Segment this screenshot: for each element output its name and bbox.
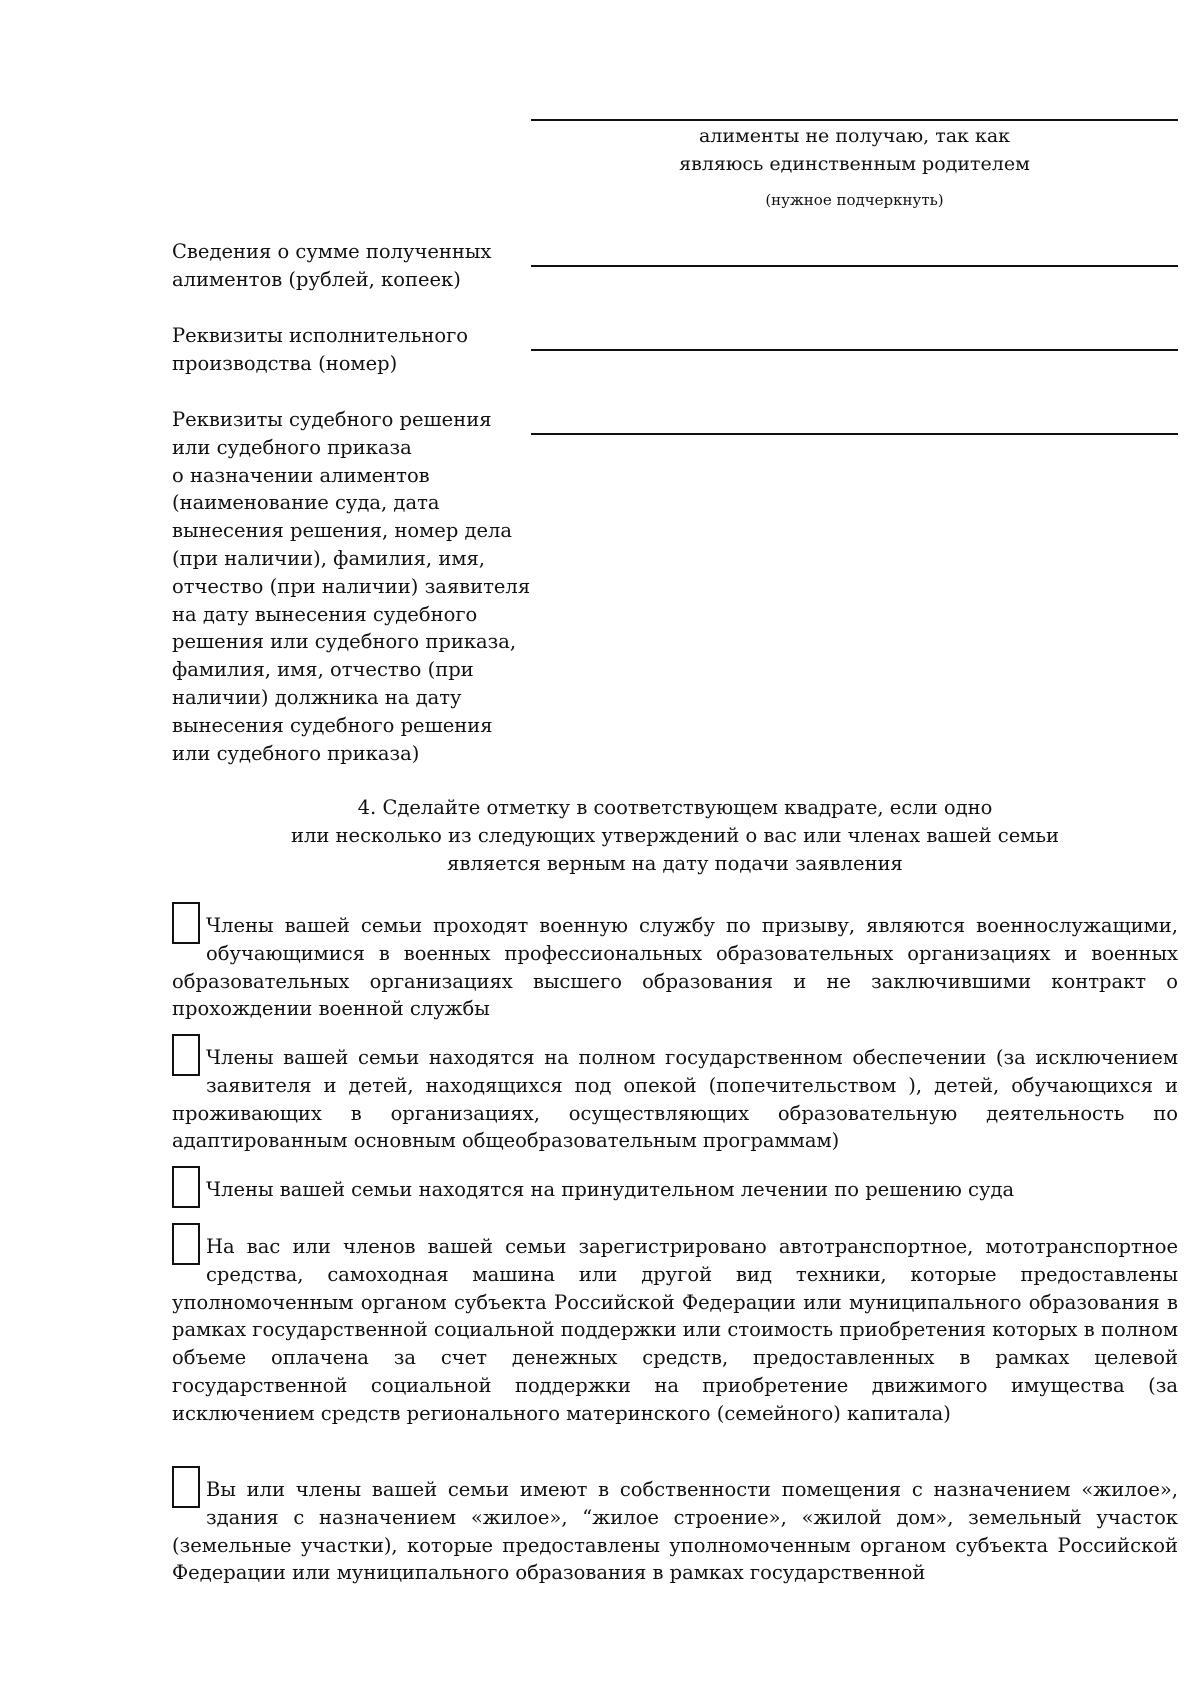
statement-text: На вас или членов вашей семьи зарегистрировано автотранспортное, мототранспортное средства, самоходная машина или другой вид техники, которые предоставлены уполномоченным органом субъекта Российской Федерации или муниципального образования в рамках государственной социальной поддержки или стоимость приобретения которых в полном объеме оплачена за счет денежных средств, предоставленных в рамках целевой государственной социальной поддержки на приобретение движимого имущества (за исключением средств регионального материнского (семейного) капитала) bbox=[172, 1235, 1178, 1425]
alimony-amount-label: Сведения о сумме полученных алиментов (рублей, копеек) bbox=[172, 240, 492, 291]
statement-checkbox[interactable] bbox=[172, 1223, 200, 1265]
enforcement-proceedings-field[interactable] bbox=[531, 349, 1178, 351]
alimony-reason-option[interactable] bbox=[531, 122, 1178, 178]
statement-checkbox[interactable] bbox=[172, 1166, 200, 1208]
statement-residential-property bbox=[172, 1476, 1178, 1587]
statement-text: Вы или члены вашей семьи имеют в собственности помещения с назначением «жилое», здания с назначением «жилое», “жилое строение», «жилой дом», земельный участок (земельные участки), которые предоставлены уполномоченным органом субъекта Российской Федерации или муниципального образования в рамках государственной bbox=[172, 1478, 1178, 1585]
section-4-heading: 4. Сделайте отметку в соответствующем квадрате, если одно или несколько из следующих утверждений о вас или членах вашей семьи является верным на дату подачи заявления bbox=[290, 796, 1060, 875]
statement-text: Члены вашей семьи проходят военную службу по призыву, являются военнослужащими, обучающимися в военных профессиональных образовательных организациях и военных образовательных организациях высшего образования и не заключившими контракт о прохождении военной службы bbox=[172, 914, 1178, 1021]
underline-hint: (нужное подчеркнуть) bbox=[765, 191, 944, 209]
statement-checkbox[interactable] bbox=[172, 1466, 200, 1508]
statement-state-support bbox=[172, 1044, 1178, 1155]
alimony-amount-field[interactable] bbox=[531, 265, 1178, 267]
statement-vehicle bbox=[172, 1233, 1178, 1428]
statement-text: Члены вашей семьи находятся на принудительном лечении по решению суда bbox=[206, 1178, 1015, 1201]
alimony-reason-line bbox=[531, 119, 1178, 121]
statement-text: Члены вашей семьи находятся на полном государственном обеспечении (за исключением заявителя и детей, находящихся под опекой (попечительством ), детей, обучающихся и проживающих в организациях, осуществляющих образовательную деятельность по адаптированным основным общеобразовательным программам) bbox=[172, 1046, 1178, 1153]
court-decision-field[interactable] bbox=[531, 433, 1178, 435]
court-decision-label: Реквизиты судебного решения или судебного приказа о назначении алиментов (наименование суда, дата вынесения решения, номер дела (при наличии), фамилия, имя, отчество (при наличии) заявителя на дату вынесения судебного решения или судебного приказа, фамилия, имя, отчество (при наличии) должника на дату вынесения судебного решения или судебного приказа) bbox=[172, 408, 531, 765]
statement-checkbox[interactable] bbox=[172, 1034, 200, 1076]
statement-military-service bbox=[172, 912, 1178, 1023]
alimony-reason-text: алименты не получаю, так как являюсь единственным родителем bbox=[679, 125, 1030, 175]
statement-checkbox[interactable] bbox=[172, 902, 200, 944]
enforcement-proceedings-label: Реквизиты исполнительного производства (номер) bbox=[172, 324, 469, 375]
statement-compulsory-treatment bbox=[172, 1176, 1178, 1208]
